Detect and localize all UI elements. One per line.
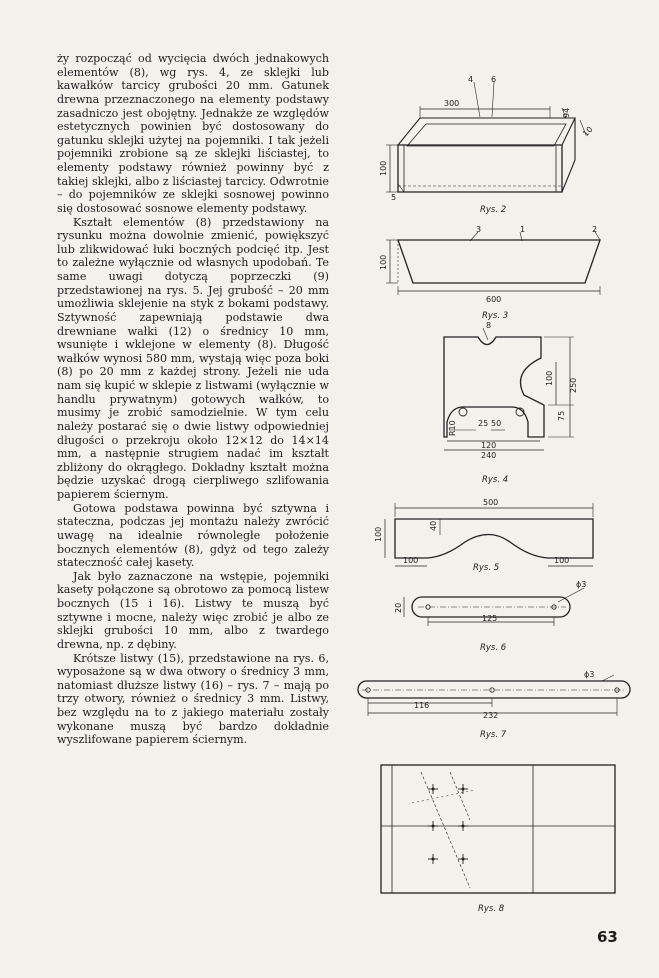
rys4-label-120: 120 xyxy=(481,441,497,450)
rys3-label-600: 600 xyxy=(486,295,502,304)
rys6-label-diameter: ϕ3 xyxy=(576,580,587,589)
figure-rys-4 xyxy=(444,321,578,485)
rys5-label-100-right: 100 xyxy=(554,556,570,565)
rys7-label-116: 116 xyxy=(414,701,430,710)
paragraph-1: ży rozpocząć od wycięcia dwóch jednakowych elementów (8), wg rys. 4, ze sklejki lub kawałków tarcicy grubości 20 mm. Gatunek drewna przeznaczonego na elementy podstawy zasadniczo jest obojętny. Jednakże ze względów estetycznych powinien być dostosowany do gatunku sklejki użytej na pojemniki. I tak jeżeli pojemniki zrobione są ze sklejki liściastej, to elementy podstawy również powinny być z takiej sklejki, albo z liściastej tarcicy. Odwrotnie – do pojemników ze sklejki sosnowej powinno się dostosować sosnowe elementy podstawy. xyxy=(57,52,329,215)
rys5-caption: Rys. 5 xyxy=(473,563,500,573)
rys6-label-20: 20 xyxy=(394,602,403,613)
rys4-label-25: 25 xyxy=(478,419,489,428)
paragraph-2: Kształt elementów (8) przedstawiony na rysunku można dowolnie zmienić, powiększyć lub zlikwidować łuki boczných podcięć itp. Jest to zależne wyłącznie od własnych upodobań. Te same uwagi dotyczą poprzeczki (9) przedstawionej na rys. 5. Jej grubość – 20 mm umożliwia sklejenie na styk z bokami podstawy. Sztywność zapewniają podstawie dwa drewniane wałki (12) o średnicy 10 mm, wsunięte i wklejone w elementy (8). Długość wałków wynosi 580 mm, wystają więc poza boki (8) po 20 mm z każdej strony. Jeżeli nie uda nam się kupić w sklepie z listwami (wyłącznie w handlu prywatnym) gotowych wałków, to musimy je zrobić samodzielnie. W tym celu należy postarać się o dwie listwy odpowiedniej długości o przekroju około 12×12 do 14×14 mm, a następnie strugiem nadać im kształt zbliżony do okrągłego. Dokładny kształt można będzie uzyskać drogą cierpliwego szlifowania papierem ściernym. xyxy=(57,215,329,501)
rys2-label-100: 100 xyxy=(379,160,388,176)
rys2-label-94: 94 xyxy=(562,107,571,118)
page-number: 63 xyxy=(597,928,618,946)
rys2-label-5: 5 xyxy=(391,193,397,202)
rys6-label-125: 125 xyxy=(482,614,498,623)
rys2-label-4: 4 xyxy=(468,75,474,84)
paragraph-3: Gotowa podstawa powinna być sztywna i stateczna, podczas jej montażu należy zwrócić uwagę na idealnie równoległe położenie bocznych elementów (8), gdyż od tego zależy stateczność całej kasety. xyxy=(57,501,329,570)
rys4-caption: Rys. 4 xyxy=(482,475,509,485)
figure-rys-6 xyxy=(394,580,586,653)
rys4-label-50: 50 xyxy=(491,419,502,428)
rys2-label-10: 10 xyxy=(581,124,595,139)
figure-rys-7 xyxy=(358,670,630,740)
paragraph-4: Jak było zaznaczone na wstępie, pojemniki kasety połączone są obrotowo za pomocą listew bocznych (15 i 16). Listwy te muszą być sztywne i mocne, należy więc zrobić je albo ze sklejki grubości 10 mm, albo z twardego drewna, np. z dębiny. xyxy=(57,569,329,651)
rys2-label-300: 300 xyxy=(444,99,460,108)
rys4-label-240: 240 xyxy=(481,451,497,460)
figure-rys-2 xyxy=(379,75,595,215)
figure-rys-8 xyxy=(381,765,615,914)
rys2-caption: Rys. 2 xyxy=(480,205,507,215)
rys3-label-1: 1 xyxy=(520,225,526,234)
paragraph-5: Krótsze listwy (15), przedstawione na rys. 6, wyposażone są w dwa otwory o średnicy 3 mm, natomiast dłuższe listwy (16) – rys. 7 – mają po trzy otwory, również o średnicy 3 mm. Listwy, bez względu na to z jakiego materiału zostały wykonane muszą być bardzo dokładnie wyszlifowane papierem ściernym. xyxy=(57,651,329,747)
rys7-caption: Rys. 7 xyxy=(480,730,507,740)
rys5-label-100-left: 100 xyxy=(403,556,419,565)
rys3-label-2: 2 xyxy=(592,225,598,234)
rys4-label-75: 75 xyxy=(557,410,566,421)
rys3-label-3: 3 xyxy=(476,225,482,234)
figure-rys-5 xyxy=(374,498,593,573)
rys5-label-40: 40 xyxy=(429,520,438,531)
rys5-label-100-height: 100 xyxy=(374,526,383,542)
rys7-label-diameter: ϕ3 xyxy=(584,670,595,679)
rys4-label-8: 8 xyxy=(486,321,492,330)
rys4-label-250: 250 xyxy=(569,377,578,393)
rys4-label-r10: R10 xyxy=(448,420,457,436)
rys7-label-232: 232 xyxy=(483,711,499,720)
rys4-label-100: 100 xyxy=(545,370,554,386)
rys8-caption: Rys. 8 xyxy=(478,904,505,914)
rys2-label-6: 6 xyxy=(491,75,497,84)
rys5-label-500: 500 xyxy=(483,498,499,507)
rys3-label-100: 100 xyxy=(379,254,388,270)
rys3-caption: Rys. 3 xyxy=(482,311,509,321)
figure-rys-3 xyxy=(379,225,600,321)
rys6-caption: Rys. 6 xyxy=(480,643,507,653)
